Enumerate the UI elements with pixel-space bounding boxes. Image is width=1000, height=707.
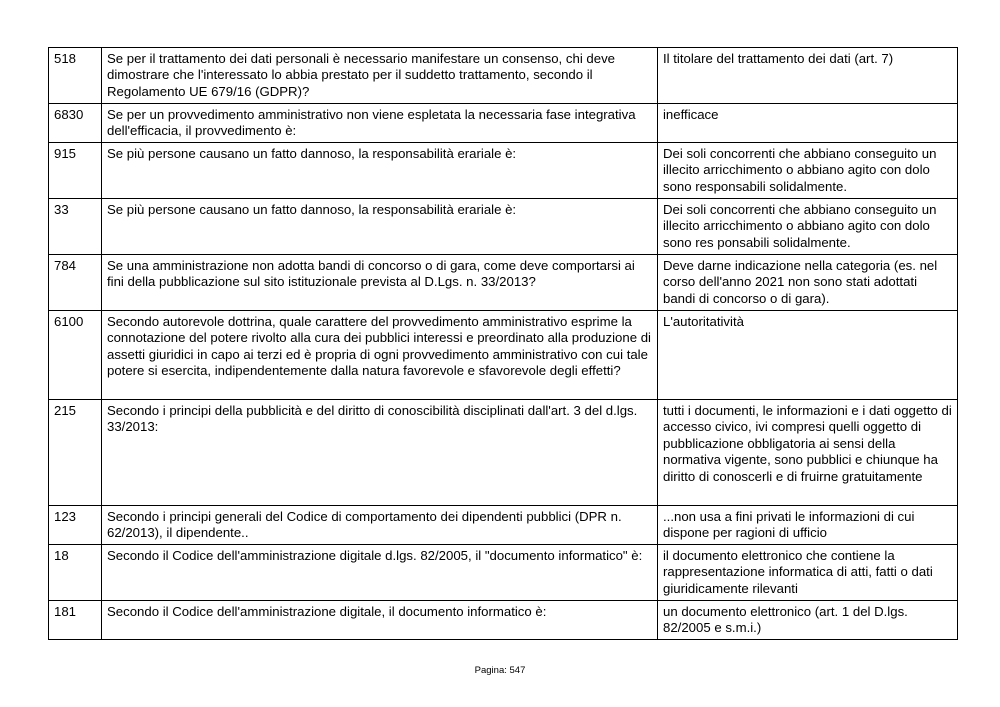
question-text: Se per un provvedimento amministrativo non viene espletata la necessaria fase integrativa dell'efficacia, il provvedimento è:: [102, 104, 658, 143]
answer-text: ...non usa a fini privati le informazioni di cui dispone per ragioni di ufficio: [658, 506, 958, 545]
question-text: Secondo autorevole dottrina, quale carattere del provvedimento amministrativo esprime la connotazione del potere rivolto alla cura dei pubblici interessi e preordinato alla produzione di assetti giuridici in capo ai terzi ed è propria di ogni provvedimento amministrativo con cui tale potere si esercita, indipendentemente dalla natura favorevole e sfavorevole degli effetti?: [102, 311, 658, 400]
question-id: 18: [49, 545, 102, 601]
question-id: 123: [49, 506, 102, 545]
question-text: Secondo il Codice dell'amministrazione digitale d.lgs. 82/2005, il "documento informatico" è:: [102, 545, 658, 601]
question-text: Secondo i principi della pubblicità e del diritto di conoscibilità disciplinati dall'art. 3 del d.lgs. 33/2013:: [102, 400, 658, 506]
answer-text: inefficace: [658, 104, 958, 143]
question-id: 6830: [49, 104, 102, 143]
question-text: Se più persone causano un fatto dannoso, la responsabilità erariale è:: [102, 199, 658, 255]
table-row: [49, 48, 958, 104]
question-id: 784: [49, 255, 102, 311]
question-id: 518: [49, 48, 102, 104]
question-id: 181: [49, 601, 102, 640]
question-id: 915: [49, 143, 102, 199]
answer-text: Il titolare del trattamento dei dati (art. 7): [658, 48, 958, 104]
question-text: Secondo i principi generali del Codice di comportamento dei dipendenti pubblici (DPR n. 62/2013), il dipendente..: [102, 506, 658, 545]
questions-table: [48, 47, 958, 640]
question-text: Secondo il Codice dell'amministrazione digitale, il documento informatico è:: [102, 601, 658, 640]
table-row: [49, 506, 958, 545]
question-text: Se per il trattamento dei dati personali è necessario manifestare un consenso, chi deve dimostrare che l'interessato lo abbia prestato per il suddetto trattamento, secondo il Regolamento UE 679/16 (GDPR)?: [102, 48, 658, 104]
question-id: 215: [49, 400, 102, 506]
table-row: [49, 104, 958, 143]
table-row: [49, 143, 958, 199]
answer-text: Deve darne indicazione nella categoria (es. nel corso dell'anno 2021 non sono stati adottati bandi di concorso o di gara).: [658, 255, 958, 311]
table-row: [49, 545, 958, 601]
question-text: Se una amministrazione non adotta bandi di concorso o di gara, come deve comportarsi ai fini della pubblicazione sul sito istituzionale prevista al D.Lgs. n. 33/2013?: [102, 255, 658, 311]
answer-text: Dei soli concorrenti che abbiano conseguito un illecito arricchimento o abbiano agito con dolo sono res ponsabili solidalmente.: [658, 199, 958, 255]
question-text: Se più persone causano un fatto dannoso, la responsabilità erariale è:: [102, 143, 658, 199]
answer-text: Dei soli concorrenti che abbiano conseguito un illecito arricchimento o abbiano agito con dolo sono responsabili solidalmente.: [658, 143, 958, 199]
table-row: [49, 311, 958, 400]
answer-text: il documento elettronico che contiene la rappresentazione informatica di atti, fatti o dati giuridicamente rilevanti: [658, 545, 958, 601]
table-row: [49, 601, 958, 640]
question-id: 6100: [49, 311, 102, 400]
table-row: [49, 199, 958, 255]
answer-text: tutti i documenti, le informazioni e i dati oggetto di accesso civico, ivi compresi quelli oggetto di pubblicazione obbligatoria ai sensi della normativa vigente, sono pubblici e chiunque ha diritto di conoscerli e di fruirne gratuitamente: [658, 400, 958, 506]
question-id: 33: [49, 199, 102, 255]
answer-text: un documento elettronico (art. 1 del D.lgs. 82/2005 e s.m.i.): [658, 601, 958, 640]
table-row: [49, 400, 958, 506]
page-number: Pagina: 547: [474, 665, 526, 676]
answer-text: L'autoritatività: [658, 311, 958, 400]
table-row: [49, 255, 958, 311]
